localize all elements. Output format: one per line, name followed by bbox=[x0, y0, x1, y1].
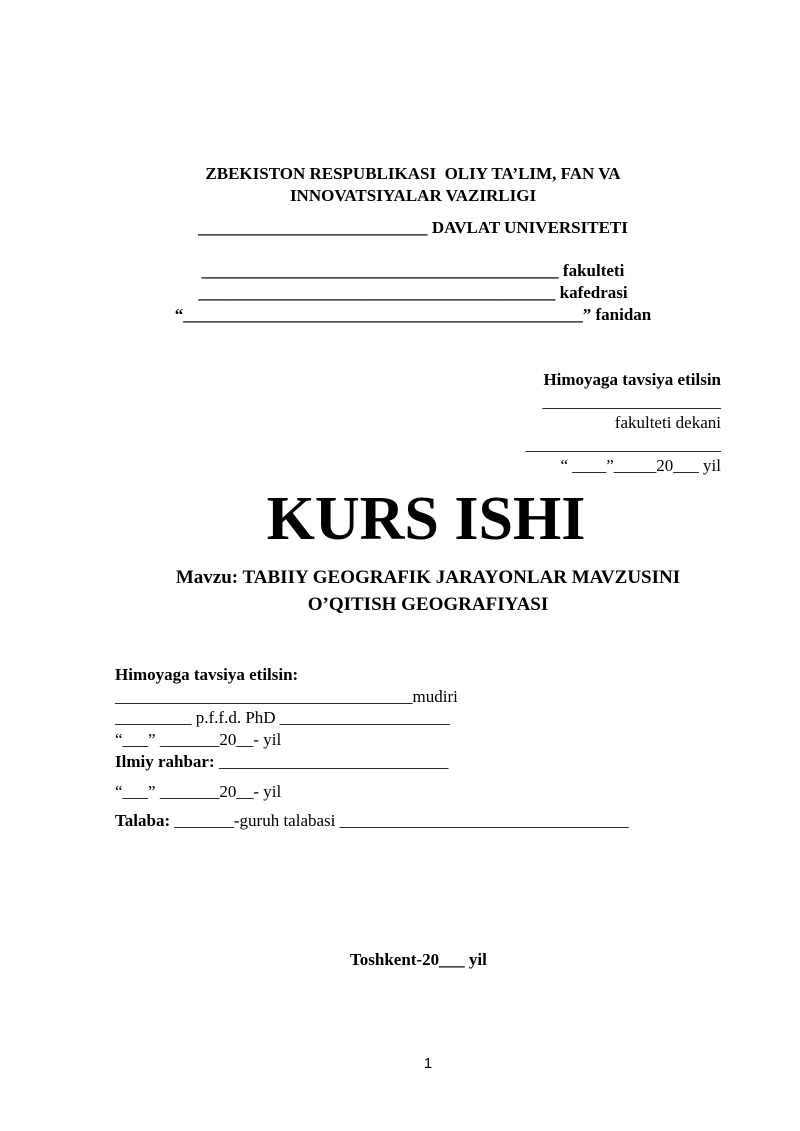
page-number: 1 bbox=[423, 1055, 433, 1072]
advisor-date: “___” _______20__- yil bbox=[115, 782, 282, 801]
faculty-line: __________________________________________ fakulteti bbox=[201, 261, 625, 280]
advisor-line bbox=[115, 752, 448, 772]
dean-label: fakulteti dekani bbox=[614, 413, 721, 432]
dean-signature-blank: _____________________ bbox=[542, 392, 721, 411]
dean-approval-date: “ ____”_____20___ yil bbox=[560, 456, 721, 475]
student-line bbox=[115, 811, 629, 831]
city-year: Toshkent-20___ yil bbox=[350, 950, 487, 969]
ministry-line-1: ZBEKISTON RESPUBLIKASI OLIY TA’LIM, FAN VA bbox=[205, 164, 621, 183]
university-line: ___________________________ DAVLAT UNIVERSITETI bbox=[198, 218, 628, 237]
ministry-line-2: INNOVATSIYALAR VAZIRLIGI bbox=[289, 186, 537, 205]
head-approval-date: “___” _______20__- yil bbox=[115, 730, 282, 749]
head-approval-heading: Himoyaga tavsiya etilsin: bbox=[115, 665, 299, 684]
document-title: KURS ISHI bbox=[266, 485, 586, 553]
topic-line-1: Mavzu: TABIIY GEOGRAFIK JARAYONLAR MAVZUSINI bbox=[175, 567, 681, 588]
department-head-line: ___________________________________mudiri bbox=[115, 687, 458, 706]
topic-line-2: O’QITISH GEOGRAFIYASI bbox=[307, 594, 549, 615]
subject-line: “_______________________________________________” fanidan bbox=[174, 305, 652, 324]
advisor-label: Ilmiy rahbar: bbox=[115, 752, 215, 771]
advisor-blank: ___________________________ bbox=[214, 752, 449, 771]
student-label: Talaba: bbox=[115, 811, 171, 830]
dean-name-blank: _______________________ bbox=[525, 435, 721, 454]
department-line: __________________________________________ kafedrasi bbox=[198, 283, 628, 302]
dean-approval-heading: Himoyaga tavsiya etilsin bbox=[543, 370, 721, 389]
student-group-blank: _______-guruh talabasi __________________________________ bbox=[170, 811, 629, 830]
degree-line: _________ p.f.f.d. PhD ____________________ bbox=[115, 708, 450, 727]
